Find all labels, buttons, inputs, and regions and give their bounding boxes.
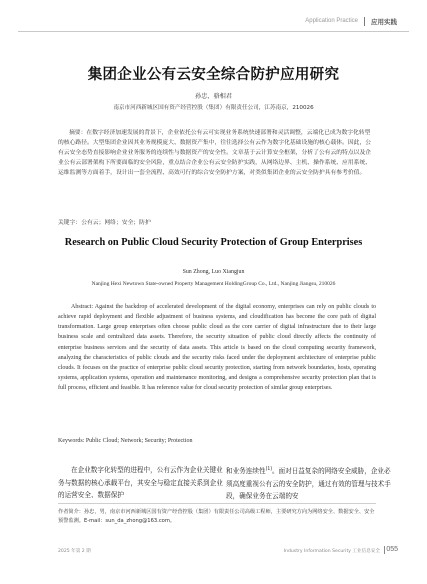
body-right-text-post: 。面对日益复杂的网络安全威胁，企业必须高度重视公有云的安全防护，通过有效的管理与技术手段，确保业务在云端的安 [226, 467, 391, 501]
footnote-rule [58, 503, 376, 504]
authors-en: Sun Zhong, Luo Xiangjun [182, 269, 245, 275]
footer-issue-date: 2025 年第 2 期 [58, 549, 91, 554]
page-number: 055 [386, 546, 398, 553]
affiliation-cn: 南京市河西新城区国有资产经营控股（集团）有限责任公司，江苏南京，210026 [113, 105, 314, 111]
header-divider [364, 17, 365, 26]
footer-journal-name: Industry Information Security 工业信息安全 [283, 549, 380, 554]
citation-ref: [1] [265, 467, 272, 472]
body-right-text-pre: 和业务连续性 [226, 467, 266, 476]
body-column-right [226, 464, 391, 503]
paper-title-en: Research on Public Cloud Security Protection of Group Enterprises [64, 237, 363, 248]
affiliation-en: Nanjing Hexi Newtown State-owned Property Management HoldingGroup Co., Ltd., Nanjing Jiangsu, 210026 [91, 281, 336, 287]
paper-title-cn: 集团企业公有云安全综合防护应用研究 [87, 67, 340, 83]
keywords-cn: 关键字：公有云；网络；安全；防护 [58, 220, 151, 226]
header-section-cn: 应用实践 [371, 17, 397, 26]
abstract-cn: 摘要：在数字经济加速发展的背景下，企业依托公有云可实现业务系统快速部署和灵活调整，云端化已成为数字化转型的核心路径。大型集团企业因其业务规模庞大、数据资产集中，往往选择公有云作为数字化基础设施的核心载体。因此，公有云安全态势直接影响企业业务服务的连续性与数据资产的安全性。文章基于云计算安全框架，分析了公有云的特点以及企业公有云部署架构下所要面临的安全风险，重点结合企业公有云安全防护实践，从网络边界、主机、操作系统、应用系统、运维监测等方面着手，设计出一套全流程、高效可行的综合安全防护方案，对类似集团企业的云安全防护具有参考价值。 [58, 130, 372, 177]
author-footnote: 作者简介：孙忠，男，南京市河西新城区国有资产经营控股（集团）有限责任公司高级工程师，主要研究方向为网络安全、数据安全、安全预警监测。E-mail：sun_da_zhong@163.com。 [58, 509, 375, 524]
running-header [305, 14, 397, 28]
footer-divider [384, 546, 385, 554]
authors-cn: 孙忠，骆相君 [194, 93, 233, 100]
body-column-left: 在企业数字化转型的进程中，公有云作为企业关键业务与数据的核心承载平台，其安全与稳定直接关系到企业的运营安全、数据保护 [58, 466, 223, 500]
header-section-en: Application Practice [305, 18, 358, 24]
header-rule [18, 31, 409, 32]
abstract-en: Abstract: Against the backdrop of accelerated development of the digital economy, enterprises can rely on public clouds to achieve rapid deployment and flexible adjustment of business systems, and cloudification has become the core path of digital transformation. Large group enterprises often choose public cloud as the core carrier of digital infrastructure due to their large business scale and centralized data assets. Therefore, the security situation of public cloud directly affects the continuity of enterprise business services and the security of data assets. This article is based on the cloud computing security framework, analyzing the characteristics of public clouds and the security risks faced under the deployment architecture of enterprise public clouds. It focuses on the practice of enterprise public cloud security protection, starting from network boundaries, hosts, operating systems, application systems, operation and maintenance monitoring, and designs a comprehensive security protection plan that is full process, efficient and feasible. It has reference value for cloud security protection of similar group enterprises. [58, 304, 376, 392]
keywords-en: Keywords: Public Cloud; Network; Security; Protection [58, 438, 193, 444]
